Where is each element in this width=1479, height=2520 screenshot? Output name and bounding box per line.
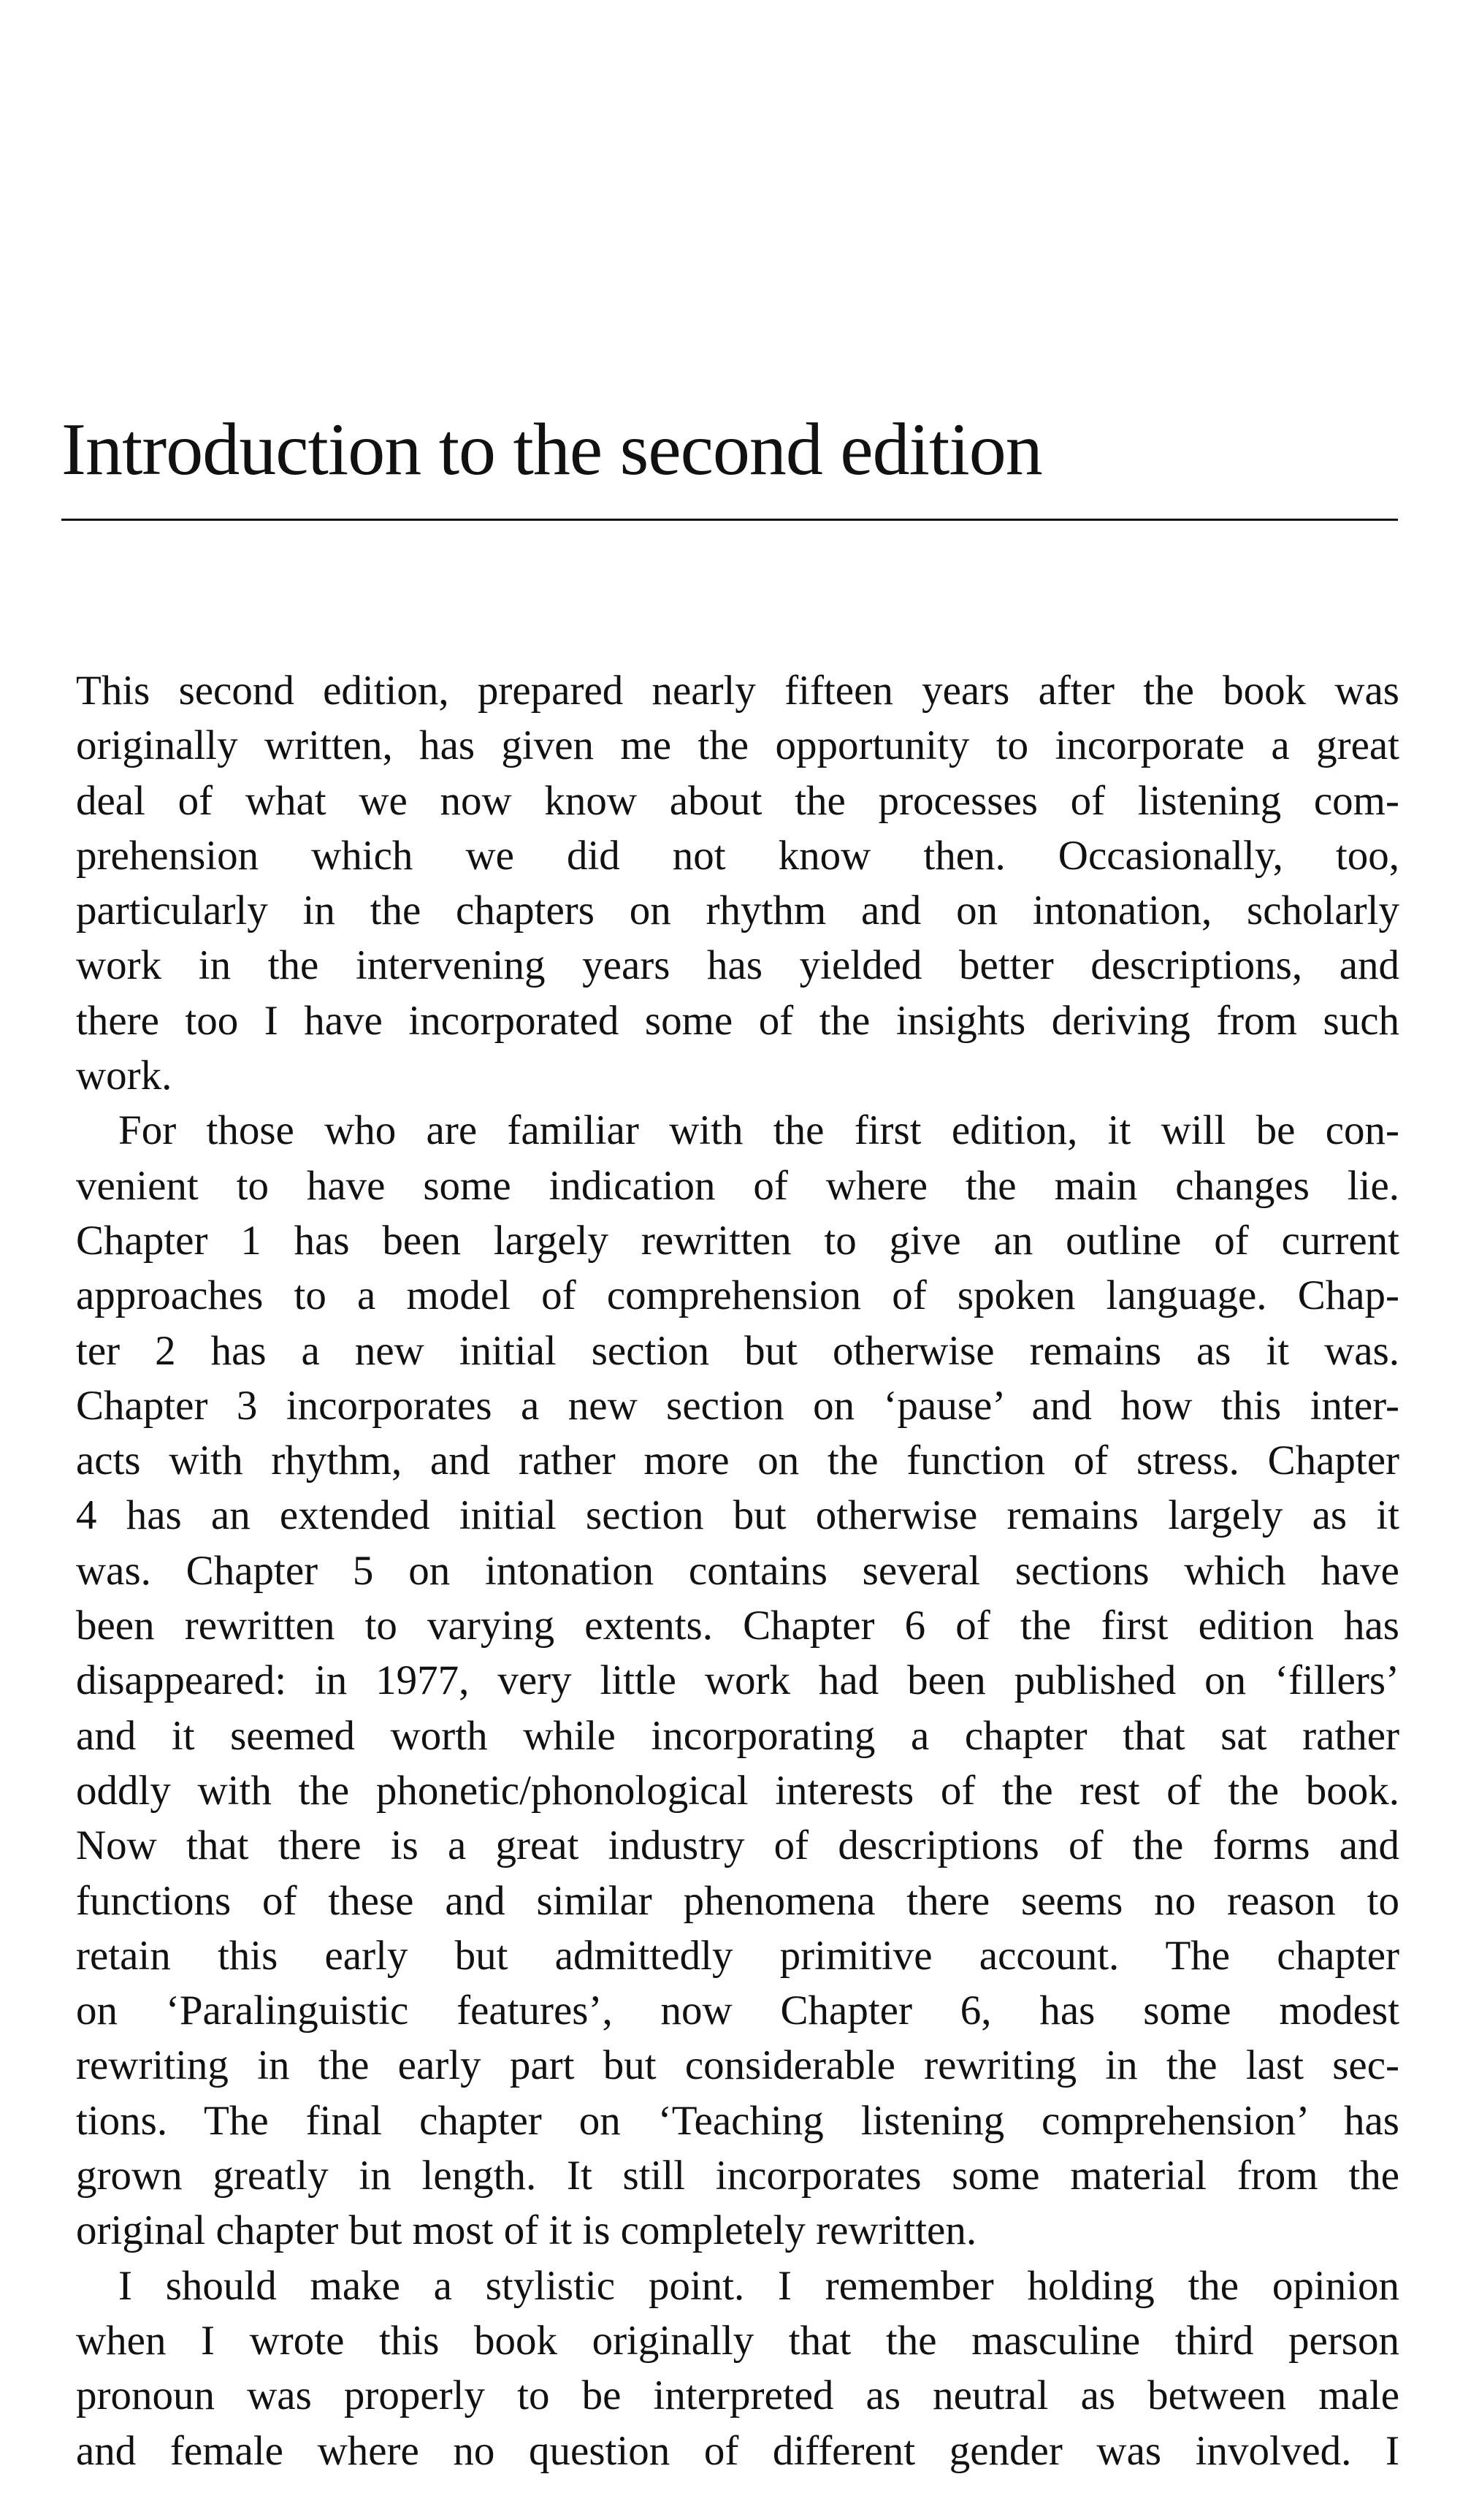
text-line: retain this early but admittedly primitive account. The chapter [76, 1932, 1399, 1979]
text-line: disappeared: in 1977, very little work had been published on ‘fillers’ [76, 1657, 1399, 1704]
text-line: was. Chapter 5 on intonation contains several sections which have [76, 1547, 1399, 1594]
paragraph-1 [76, 663, 1399, 1103]
text-line: been rewritten to varying extents. Chapter 6 of the first edition has [76, 1603, 1399, 1649]
body-text [76, 663, 1399, 2478]
text-line: and female where no question of different gender was involved. I [76, 2427, 1399, 2474]
text-line: grown greatly in length. It still incorporates some material from the [76, 2153, 1399, 2199]
text-line: original chapter but most of it is completely rewritten. [76, 2207, 977, 2254]
title-underline-rule [61, 519, 1398, 521]
text-line: ter 2 has a new initial section but otherwise remains as it was. [76, 1327, 1399, 1374]
text-line: rewriting in the early part but considerable rewriting in the last sec- [76, 2042, 1399, 2089]
text-line: oddly with the phonetic/phonological interests of the rest of the book. [76, 1767, 1399, 1814]
paragraph-3 [76, 2259, 1399, 2478]
paragraph-2 [76, 1103, 1399, 2258]
text-line: I should make a stylistic point. I remember holding the opinion [118, 2262, 1399, 2309]
text-line: deal of what we now know about the processes of listening com- [76, 777, 1399, 824]
text-line: Chapter 1 has been largely rewritten to give an outline of current [76, 1217, 1399, 1264]
text-line: on ‘Paralinguistic features’, now Chapter 6, has some modest [76, 1988, 1399, 2034]
text-line: there too I have incorporated some of the insights deriving from such [76, 997, 1399, 1044]
text-line: prehension which we did not know then. Occasionally, too, [76, 832, 1399, 879]
text-line: work in the intervening years has yielded better descriptions, and [76, 942, 1399, 989]
text-line: when I wrote this book originally that the masculine third person [76, 2317, 1399, 2364]
text-line: and it seemed worth while incorporating a chapter that sat rather [76, 1712, 1399, 1759]
text-line: For those who are familiar with the first edition, it will be con- [118, 1107, 1399, 1154]
text-line: 4 has an extended initial section but otherwise remains largely as it [76, 1492, 1399, 1539]
text-line: pronoun was properly to be interpreted as neutral as between male [76, 2372, 1399, 2419]
text-line: acts with rhythm, and rather more on the function of stress. Chapter [76, 1437, 1399, 1484]
text-line: originally written, has given me the opportunity to incorporate a great [76, 722, 1399, 769]
text-line: venient to have some indication of where the main changes lie. [76, 1162, 1399, 1209]
text-line: This second edition, prepared nearly fifteen years after the book was [76, 668, 1399, 714]
text-line: work. [76, 1053, 172, 1099]
text-line: approaches to a model of comprehension of spoken language. Chap- [76, 1272, 1399, 1319]
text-line: functions of these and similar phenomena there seems no reason to [76, 1877, 1399, 1924]
text-line: Chapter 3 incorporates a new section on ‘pause’ and how this inter- [76, 1382, 1399, 1429]
text-line: tions. The final chapter on ‘Teaching listening comprehension’ has [76, 2097, 1399, 2144]
text-line: Now that there is a great industry of descriptions of the forms and [76, 1822, 1399, 1869]
chapter-title: Introduction to the second edition [61, 408, 1042, 491]
text-line: particularly in the chapters on rhythm and on intonation, scholarly [76, 887, 1399, 934]
